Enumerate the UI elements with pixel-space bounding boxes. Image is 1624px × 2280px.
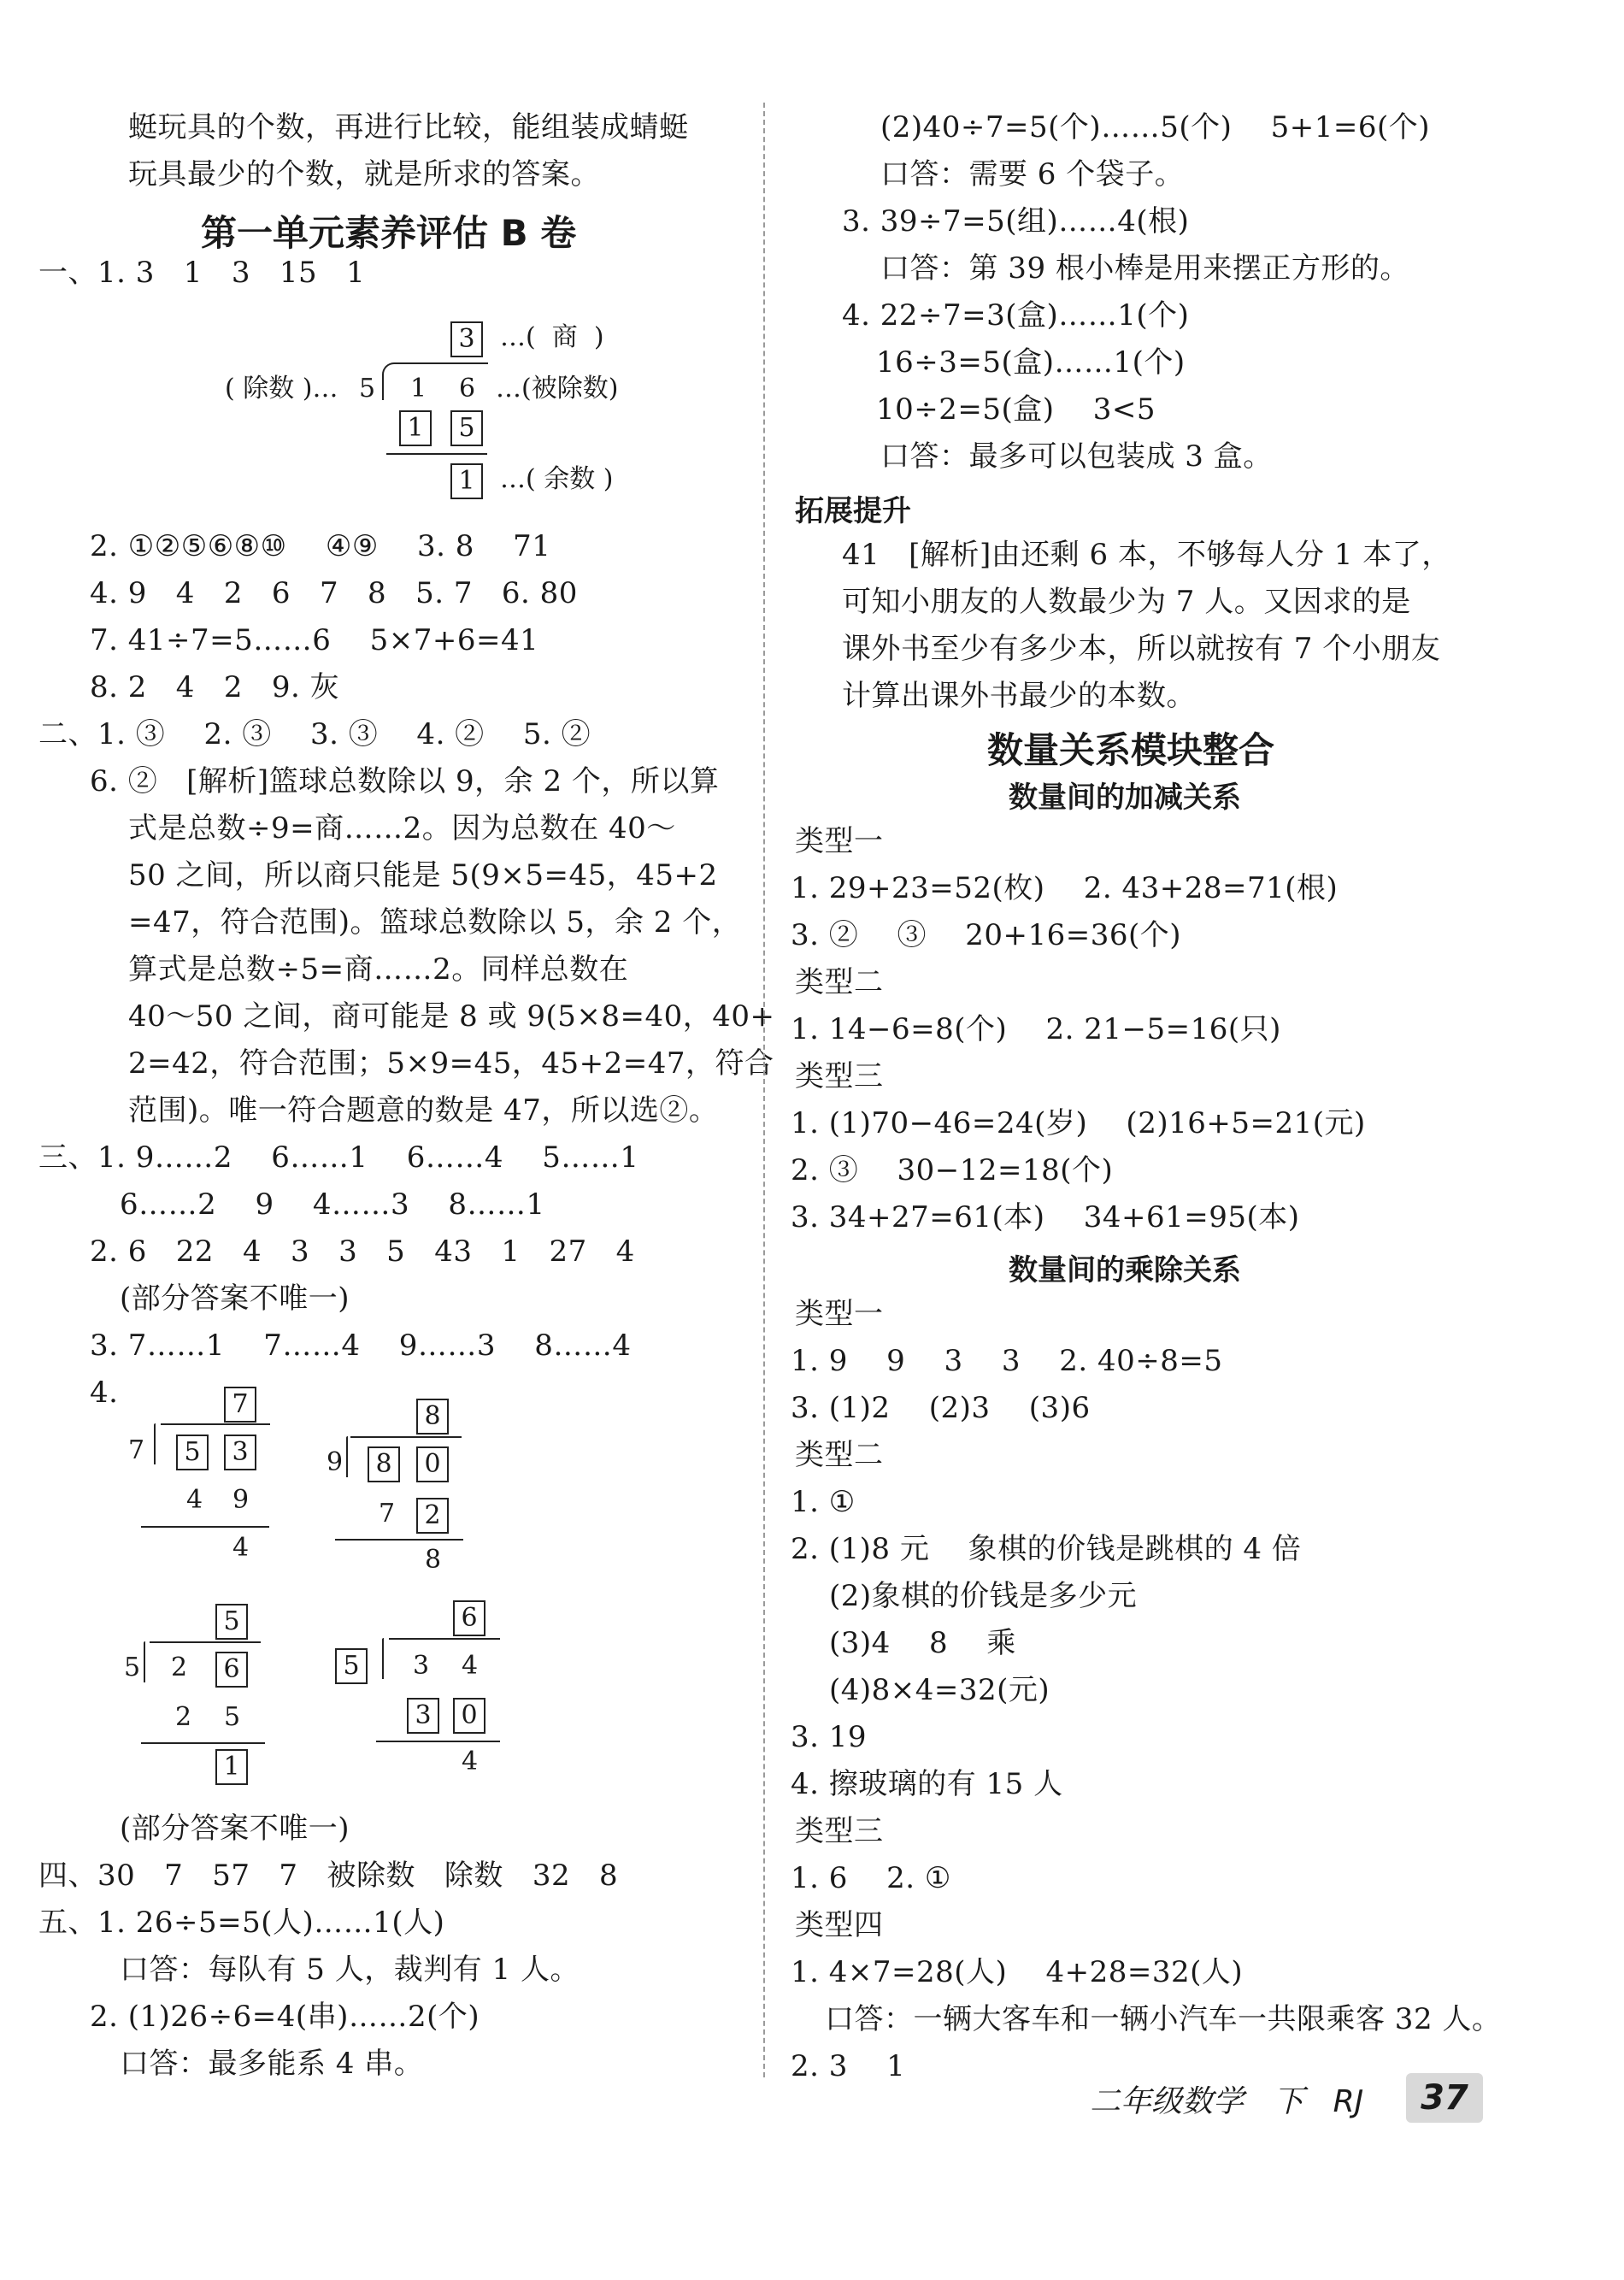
div4-sub-line bbox=[376, 1741, 500, 1742]
footer-label: 二年级数学 下 RJ bbox=[1090, 2084, 1364, 2119]
mul-line-16: 口答：一辆大客车和一辆小汽车一共限乘客 32 人。 bbox=[825, 2002, 1502, 2036]
sec5-q2: 2. (1)26÷6=4(串)……2(个) bbox=[90, 2000, 480, 2034]
label-quotient: …( 商 ) bbox=[500, 322, 604, 352]
product-box-2: 5 bbox=[450, 410, 483, 446]
div4-quotient: 6 bbox=[453, 1600, 485, 1636]
column-divider bbox=[763, 103, 765, 2077]
add-line-6: 类型三 bbox=[795, 1059, 884, 1093]
mul-line-8: (3)4 8 乘 bbox=[829, 1626, 1016, 1660]
div4-dividend-2: 4 bbox=[462, 1651, 479, 1681]
div3-dividend-1: 2 bbox=[171, 1653, 188, 1682]
sec2-q6-line2: 式是总数÷9=商……2。因为总数在 40～ bbox=[128, 811, 676, 845]
extension-line-4: 计算出课外书最少的本数。 bbox=[842, 679, 1196, 713]
right-line-7: 10÷2=5(盒) 3<5 bbox=[876, 392, 1156, 427]
sec3-note: (部分答案不唯一) bbox=[120, 1281, 350, 1316]
label-dividend: …(被除数) bbox=[496, 374, 619, 404]
sec3-q2: 2. 6 22 4 3 3 5 43 1 27 4 bbox=[90, 1234, 635, 1269]
mul-line-11: 4. 擦玻璃的有 15 人 bbox=[791, 1767, 1063, 1801]
div1-product-1: 4 bbox=[186, 1485, 203, 1515]
sec2-q1: 二、1. ③ 2. ③ 3. ③ 4. ② 5. ② bbox=[38, 717, 591, 751]
div2-dividend-2: 0 bbox=[416, 1446, 449, 1482]
dividend-digit-1: 1 bbox=[410, 374, 427, 404]
div4-dividend-1: 3 bbox=[413, 1651, 430, 1681]
right-line-8: 口答：最多可以包装成 3 盒。 bbox=[880, 439, 1273, 474]
div1-dividend-1: 5 bbox=[176, 1435, 209, 1470]
dividend-digit-2: 6 bbox=[459, 374, 476, 404]
add-line-9: 3. 34+27=61(本) 34+61=95(本) bbox=[791, 1200, 1300, 1234]
div4-divisor: 5 bbox=[335, 1648, 368, 1684]
divisor-digit: 5 bbox=[359, 374, 376, 404]
mul-line-13: 1. 6 2. ① bbox=[791, 1861, 951, 1895]
mul-line-5: 1. ① bbox=[791, 1485, 856, 1519]
div2-divisor: 9 bbox=[327, 1447, 344, 1477]
div2-quotient: 8 bbox=[416, 1399, 449, 1435]
div2-product-2: 2 bbox=[416, 1498, 449, 1534]
subtraction-line bbox=[386, 453, 487, 455]
product-box-1: 1 bbox=[399, 410, 432, 446]
add-line-8: 2. ③ 30−12=18(个) bbox=[791, 1153, 1114, 1187]
sec2-q6-line4: =47，符合范围)。篮球总数除以 5，余 2 个， bbox=[128, 905, 742, 940]
sec2-q6-line3: 50 之间，所以商只能是 5(9×5=45，45+2 bbox=[128, 858, 718, 893]
label-divisor: ( 除数 )… bbox=[225, 374, 338, 404]
div3-remainder: 1 bbox=[215, 1749, 248, 1785]
div1-top-line bbox=[161, 1423, 270, 1425]
section-title-b: 第一单元素养评估 B 卷 bbox=[201, 212, 577, 254]
intro-line-1: 蜓玩具的个数，再进行比较，能组装成蜻蜓 bbox=[128, 110, 689, 144]
div4-product-1: 3 bbox=[407, 1698, 439, 1734]
sec5-q1: 五、1. 26÷5=5(人)……1(人) bbox=[38, 1906, 445, 1940]
mul-line-17: 2. 3 1 bbox=[791, 2049, 906, 2083]
sec4: 四、30 7 57 7 被除数 除数 32 8 bbox=[38, 1859, 619, 1893]
right-line-1: (2)40÷7=5(个)……5(个) 5+1=6(个) bbox=[880, 110, 1430, 144]
div1-quotient: 7 bbox=[224, 1387, 256, 1423]
div1-dividend-2: 3 bbox=[224, 1435, 256, 1470]
mul-line-15: 1. 4×7=28(人) 4+28=32(人) bbox=[791, 1955, 1244, 1989]
mul-line-2: 1. 9 9 3 3 2. 40÷8=5 bbox=[791, 1344, 1223, 1378]
mul-line-12: 类型三 bbox=[795, 1814, 884, 1848]
right-line-5: 4. 22÷7=3(盒)……1(个) bbox=[842, 298, 1190, 333]
extension-line-3: 课外书至少有多少本，所以就按有 7 个小朋友 bbox=[842, 632, 1441, 666]
div2-top-line bbox=[350, 1436, 462, 1438]
quotient-box: 3 bbox=[450, 321, 483, 357]
sec2-q6-line6: 40～50 之间，商可能是 8 或 9(5×8=40，40+ bbox=[128, 999, 775, 1034]
extension-line-2: 可知小朋友的人数最少为 7 人。又因求的是 bbox=[842, 585, 1411, 619]
extension-heading: 拓展提升 bbox=[795, 494, 911, 528]
sec1-q1: 一、1. 3 1 3 15 1 bbox=[38, 256, 366, 290]
div1-remainder: 4 bbox=[232, 1533, 250, 1563]
sec2-q6-line8: 范围)。唯一符合题意的数是 47，所以选②。 bbox=[128, 1093, 719, 1128]
div4-bracket bbox=[382, 1638, 384, 1679]
mul-line-4: 类型二 bbox=[795, 1438, 884, 1472]
add-line-2: 1. 29+23=52(枚) 2. 43+28=71(根) bbox=[791, 871, 1339, 905]
sec2-q6-line5: 算式是总数÷5=商……2。同样总数在 bbox=[128, 952, 629, 987]
subtitle-add-sub: 数量间的加减关系 bbox=[1009, 781, 1241, 815]
div2-remainder: 8 bbox=[425, 1545, 442, 1575]
sec1-q2: 2. ①②⑤⑥⑧⑩ ④⑨ 3. 8 71 bbox=[90, 529, 551, 563]
div2-sub-line bbox=[335, 1539, 463, 1541]
div3-top-line bbox=[150, 1641, 261, 1643]
sec1-q8: 8. 2 4 2 9. 灰 bbox=[90, 670, 340, 704]
label-remainder: …( 余数 ) bbox=[500, 464, 614, 494]
mul-line-9: (4)8×4=32(元) bbox=[829, 1673, 1050, 1707]
div3-sub-line bbox=[141, 1742, 265, 1744]
mul-line-1: 类型一 bbox=[795, 1297, 884, 1331]
right-line-3: 3. 39÷7=5(组)……4(根) bbox=[842, 204, 1190, 239]
remainder-box: 1 bbox=[450, 463, 483, 499]
subtitle-mul-div: 数量间的乘除关系 bbox=[1009, 1253, 1241, 1287]
div3-product-2: 5 bbox=[224, 1702, 241, 1732]
sec3-q3: 3. 7……1 7……4 9……3 8……4 bbox=[90, 1329, 632, 1363]
add-line-1: 类型一 bbox=[795, 824, 884, 858]
mul-line-10: 3. 19 bbox=[791, 1720, 868, 1754]
add-line-7: 1. (1)70−46=24(岁) (2)16+5=21(元) bbox=[791, 1106, 1366, 1140]
sec3-q1b: 6……2 9 4……3 8……1 bbox=[120, 1187, 545, 1222]
div3-product-1: 2 bbox=[175, 1702, 192, 1732]
mul-line-6: 2. (1)8 元 象棋的价钱是跳棋的 4 倍 bbox=[791, 1532, 1302, 1566]
div2-product-1: 7 bbox=[379, 1499, 396, 1529]
sec1-q4: 4. 9 4 2 6 7 8 5. 7 6. 80 bbox=[90, 576, 578, 610]
div3-divisor: 5 bbox=[124, 1653, 141, 1682]
div3-quotient: 5 bbox=[215, 1604, 248, 1640]
right-line-2: 口答：需要 6 个袋子。 bbox=[880, 157, 1185, 191]
intro-line-2: 玩具最少的个数，就是所求的答案。 bbox=[128, 157, 600, 191]
div1-divisor: 7 bbox=[128, 1435, 145, 1465]
add-line-3: 3. ② ③ 20+16=36(个) bbox=[791, 918, 1182, 952]
mul-line-7: (2)象棋的价钱是多少元 bbox=[829, 1579, 1138, 1613]
add-line-5: 1. 14−6=8(个) 2. 21−5=16(只) bbox=[791, 1012, 1281, 1046]
page-number: 37 bbox=[1406, 2073, 1483, 2123]
div4-product-2: 0 bbox=[453, 1698, 485, 1734]
right-line-4: 口答：第 39 根小棒是用来摆正方形的。 bbox=[880, 251, 1409, 286]
div1-bracket bbox=[154, 1423, 156, 1464]
add-line-4: 类型二 bbox=[795, 965, 884, 999]
extension-line-1: 41 [解析]由还剩 6 本，不够每人分 1 本了， bbox=[842, 538, 1451, 572]
sec1-q7: 7. 41÷7=5……6 5×7+6=41 bbox=[90, 623, 539, 657]
div2-bracket bbox=[346, 1436, 348, 1477]
div4-remainder: 4 bbox=[462, 1747, 479, 1776]
div3-bracket bbox=[144, 1641, 145, 1682]
sec2-q6-line1: 6. ② [解析]篮球总数除以 9，余 2 个，所以算 bbox=[90, 764, 720, 798]
div3-dividend-2: 6 bbox=[215, 1652, 248, 1688]
sec2-q6-line7: 2=42，符合范围；5×9=45，45+2=47，符合 bbox=[128, 1046, 774, 1081]
module-title: 数量关系模块整合 bbox=[987, 729, 1275, 771]
div1-product-2: 9 bbox=[232, 1485, 250, 1515]
sec5-q2-answer: 口答：最多能系 4 串。 bbox=[120, 2047, 424, 2081]
mul-line-3: 3. (1)2 (2)3 (3)6 bbox=[791, 1391, 1091, 1425]
right-line-6: 16÷3=5(盒)……1(个) bbox=[876, 345, 1186, 380]
div2-dividend-1: 8 bbox=[368, 1446, 400, 1482]
sec5-q1-answer: 口答：每队有 5 人，裁判有 1 人。 bbox=[120, 1953, 580, 1987]
sec3-note2: (部分答案不唯一) bbox=[120, 1812, 350, 1846]
sec3-q4-label: 4. bbox=[90, 1376, 119, 1410]
mul-line-14: 类型四 bbox=[795, 1908, 884, 1942]
div4-top-line bbox=[389, 1638, 500, 1640]
div1-sub-line bbox=[141, 1526, 269, 1528]
sec3-q1a: 三、1. 9……2 6……1 6……4 5……1 bbox=[38, 1140, 639, 1175]
